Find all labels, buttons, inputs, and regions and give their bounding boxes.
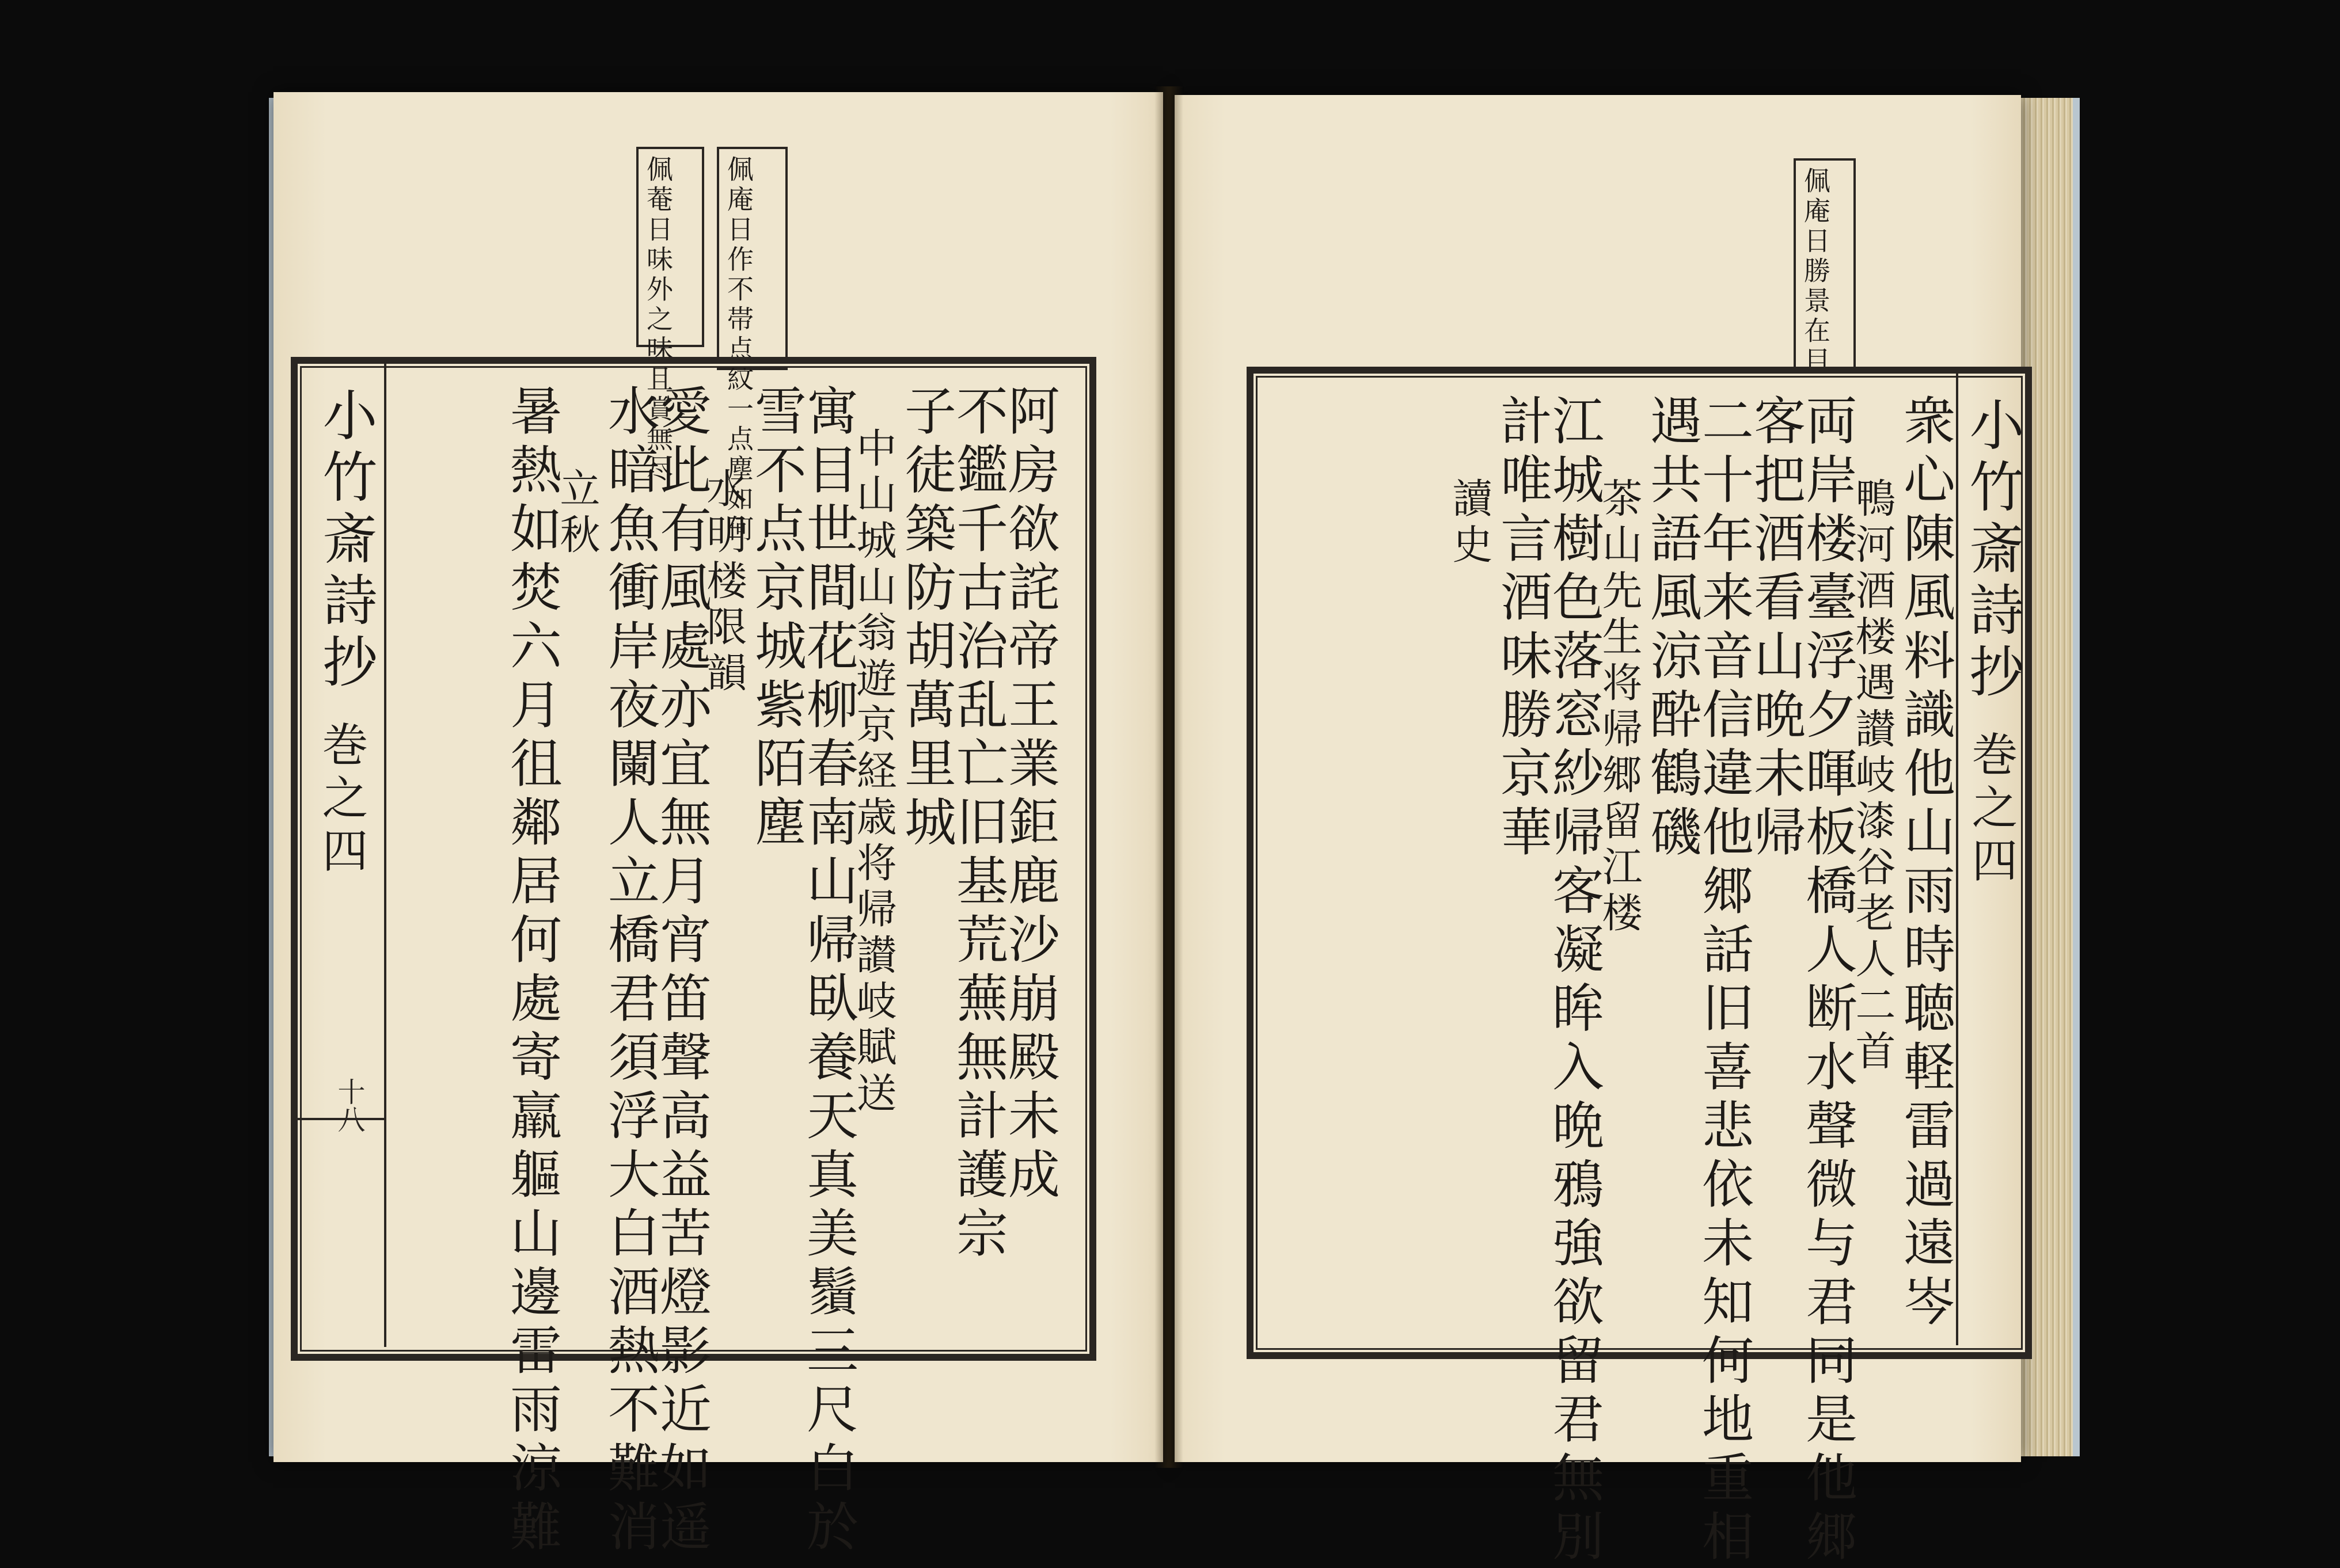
- text-frame-left: [291, 357, 1096, 1558]
- right-page: [1175, 95, 2024, 1568]
- text-column-title: 水明楼限韻: [700, 467, 747, 698]
- text-column: 寓目世間花柳春南山帰臥養天真美鬚三尺白於: [797, 384, 858, 1558]
- text-column: 雪不点京城紫陌塵: [746, 384, 806, 854]
- text-column: 子徒築防胡萬里城: [895, 384, 956, 854]
- text-column-title: 立秋: [553, 467, 601, 560]
- book-title: 小竹斎詩抄: [314, 387, 377, 695]
- book-gutter: [1154, 86, 1183, 1468]
- header-rule-right: [1956, 374, 1958, 1345]
- text-column: 二十年来音信違他郷話旧喜悲依未知何地重相: [1693, 394, 1753, 1568]
- text-column: 遇共語風涼酔鶴磯: [1641, 394, 1701, 863]
- marginal-note-2: 佩菴日味外之味且賞無尽: [643, 155, 674, 485]
- folio-number: 十八: [333, 1078, 365, 1133]
- volume-label: 巻之四: [314, 721, 368, 880]
- marginal-note-1: 佩庵日作不帯点紋一点塵如何: [723, 155, 754, 545]
- volume-label-right: 巻之四: [1964, 730, 2018, 889]
- text-column: 水暗魚衝岸夜闌人立橋君須浮大白酒熱不難消: [599, 384, 659, 1558]
- text-column-title: 茶山先生将帰郷留江楼: [1596, 477, 1643, 938]
- text-column: 江城樹色落窓紗帰客凝眸入晩鴉強欲留君無別: [1543, 394, 1604, 1568]
- text-column: 計唯言酒味勝京華: [1491, 394, 1552, 863]
- text-column: 客把酒看山晩未帰: [1745, 394, 1805, 863]
- text-column-title: 讀史: [1446, 477, 1493, 569]
- text-column-title: 鴨河酒楼遇讃岐漆谷老人二首: [1849, 477, 1896, 1076]
- text-column: 中山城山翁遊京経歳将帰讃岐賦送: [850, 427, 897, 1118]
- header-rule: [384, 364, 386, 1347]
- open-book: [273, 86, 2105, 1568]
- text-column: 暑熱如焚六月徂鄰居何處寄羸軀山邊雷雨涼難: [501, 384, 561, 1558]
- text-column: 愛此有風處亦宜無月宵笛聲高益苦燈影近如遥: [651, 384, 711, 1558]
- marginal-note-3: 佩庵日勝景在目: [1800, 167, 1831, 376]
- text-column: 衆心陳風料識他山雨時聴軽雷過遠岑: [1894, 394, 1955, 1333]
- text-frame-right: [1247, 367, 2032, 1568]
- left-page: [273, 92, 1163, 1558]
- book-title-right: 小竹斎詩抄: [1961, 397, 2024, 705]
- cover-edge-right: [2073, 98, 2080, 1456]
- text-column: 不鑑千古治乱亡旧基荒蕪無計護宗: [947, 384, 1008, 1265]
- text-column: 阿房欲詫帝王業鉅鹿沙崩殿未成: [999, 384, 1059, 1206]
- text-column: 両岸楼臺浮夕暉板橋人断水聲微与君同是他郷: [1796, 394, 1857, 1568]
